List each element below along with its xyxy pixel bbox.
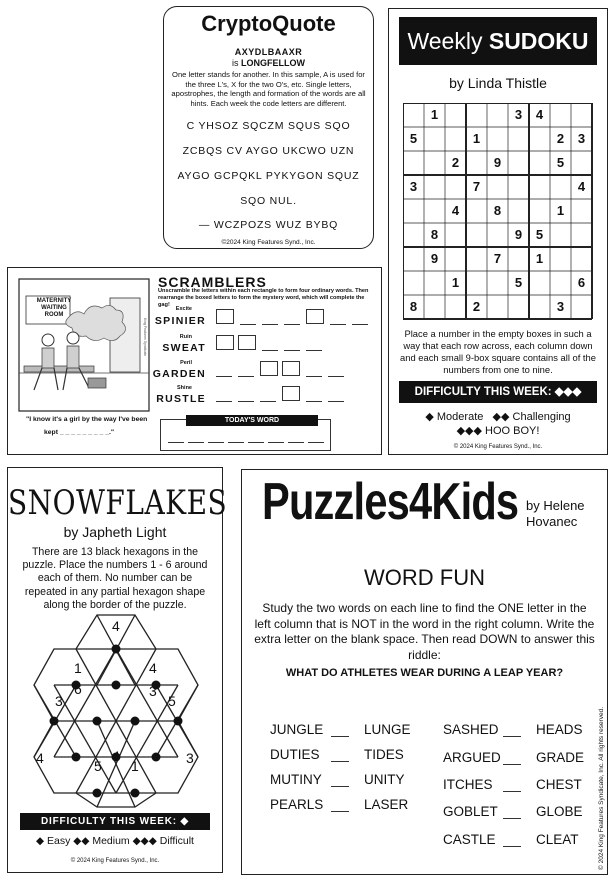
sudoku-cell[interactable] (445, 223, 466, 247)
sudoku-copyright: © 2024 King Features Synd., Inc. (453, 444, 543, 450)
scramblers-answer-slot[interactable] (328, 376, 344, 377)
sudoku-cell[interactable] (508, 127, 529, 151)
sudoku-cell[interactable] (466, 151, 487, 175)
word-pair-left: DUTIES (270, 747, 320, 762)
snowflake-number: 3 (149, 683, 157, 699)
sudoku-cell: 1 (472, 131, 481, 146)
puzzles4kids-title: Puzzles4Kids (262, 473, 519, 531)
snowflake-number: 4 (36, 750, 44, 766)
svg-text:King Features Syndicate: King Features Syndicate (143, 318, 147, 357)
sudoku-cell[interactable] (508, 247, 529, 271)
sudoku-cell: 8 (493, 203, 502, 218)
sudoku-cell[interactable] (445, 103, 466, 127)
sudoku-cell: 7 (472, 179, 481, 194)
word-pair-left: GOBLET (443, 804, 498, 819)
snowflake-number: 6 (74, 681, 82, 697)
scramblers-answer-slot[interactable] (216, 376, 232, 377)
scramblers-word: GARDEN (152, 368, 206, 380)
cryptoquote-line: ZCBQS CV AYGO UKCWO UZN (182, 145, 355, 157)
puzzles4kids-panel (241, 469, 608, 875)
sudoku-cell[interactable] (424, 127, 445, 151)
sudoku-cell[interactable] (445, 127, 466, 151)
snowflakes-instructions: There are 13 black hexagons in the puzzle. Place the numbers 1 - 6 around each of them. No number can be repeated in any partial hexagon shape along the border of the puzzle. (22, 546, 208, 611)
word-pair-right: HEADS (536, 722, 583, 737)
sudoku-cell: 5 (535, 227, 544, 242)
word-pair-left: SASHED (443, 722, 499, 737)
puzzles4kids-byline-2: Hovanec (526, 514, 578, 529)
sudoku-cell[interactable] (508, 295, 529, 319)
word-pair-left: PEARLS (270, 797, 324, 812)
snowflake-number: 5 (94, 758, 102, 774)
scramblers-caption: "I know it's a girl by the way I've been (26, 416, 148, 423)
cryptoquote-line: SQO NUL. (240, 195, 297, 207)
sudoku-cell[interactable] (529, 199, 550, 223)
sudoku-cell[interactable] (571, 295, 592, 319)
snowflake-number: 1 (74, 660, 82, 676)
sudoku-cell[interactable] (403, 103, 424, 127)
todays-word-slot[interactable] (308, 442, 324, 443)
sudoku-cell[interactable] (445, 247, 466, 271)
word-pair-left: CASTLE (443, 832, 496, 847)
sudoku-cell[interactable] (529, 151, 550, 175)
scramblers-instructions: Unscramble the letters within each rectangle to form four ordinary words. Then rearrange the boxed letters to form the mystery word, which will complete the gag! (158, 288, 369, 308)
sudoku-cell: 4 (451, 203, 460, 218)
scramblers-answer-slot[interactable] (330, 324, 346, 325)
sudoku-cell: 2 (472, 299, 481, 314)
snowflake-number: 3 (55, 693, 63, 709)
sudoku-cell: 8 (409, 299, 418, 314)
scramblers-answer-slot[interactable] (216, 401, 232, 402)
scramblers-answer-slot[interactable] (238, 401, 254, 402)
scramblers-word: SPINIER (154, 315, 206, 327)
sudoku-cell[interactable] (571, 223, 592, 247)
sudoku-cell: 3 (556, 299, 565, 314)
scramblers-hint: Excite (175, 306, 192, 312)
sudoku-instructions: Place a number in the empty boxes in such a way that each row across, each column down and each small 9-box square contains all of the numbers from one to nine. (400, 328, 596, 375)
sudoku-cell[interactable] (403, 271, 424, 295)
cryptoquote-panel (163, 6, 374, 249)
word-pair-right: GRADE (536, 750, 585, 765)
scramblers-answer-box[interactable] (216, 335, 234, 350)
word-pair-right: GLOBE (536, 804, 583, 819)
sudoku-cell[interactable] (529, 127, 550, 151)
word-pair-left: ITCHES (443, 777, 493, 792)
sudoku-cell: 7 (493, 251, 502, 266)
sudoku-cell[interactable] (550, 271, 571, 295)
sudoku-cell: 4 (577, 179, 586, 194)
sudoku-cell: 2 (451, 155, 460, 170)
sudoku-cell[interactable] (487, 103, 508, 127)
sudoku-cell[interactable] (508, 199, 529, 223)
sudoku-cell: 9 (514, 227, 523, 242)
sudoku-cell[interactable] (529, 295, 550, 319)
sudoku-cell[interactable] (487, 223, 508, 247)
cryptoquote-sample-is: is (231, 58, 239, 68)
sudoku-cell[interactable] (424, 271, 445, 295)
word-pair-blank[interactable] (503, 846, 521, 847)
snowflake-number: 1 (131, 758, 139, 774)
sudoku-cell[interactable] (445, 295, 466, 319)
sudoku-cell[interactable] (487, 127, 508, 151)
scramblers-answer-box[interactable] (260, 361, 278, 376)
puzzles4kids-copyright: © 2024 King Features Syndicate, Inc. All rights reserved. (598, 706, 605, 870)
snowflake-number: 4 (112, 748, 120, 764)
puzzles4kids-byline (526, 498, 585, 530)
sudoku-cell[interactable] (445, 175, 466, 199)
sudoku-cell[interactable] (571, 151, 592, 175)
scramblers-word: RUSTLE (156, 393, 206, 405)
snowflakes-difficulty: DIFFICULTY THIS WEEK: ◆ (20, 813, 210, 830)
sudoku-cell: 6 (577, 275, 586, 290)
sudoku-cell: 3 (577, 131, 586, 146)
scramblers-answer-slot[interactable] (240, 324, 256, 325)
todays-word-label: TODAY'S WORD (186, 415, 318, 426)
todays-word-slot[interactable] (288, 442, 304, 443)
word-pair-right: LASER (364, 797, 409, 812)
scramblers-caption-blank: kept _ _ _ _ _ _ _ _ _." (44, 429, 115, 436)
cartoon-sign-line: WAITING (41, 305, 67, 311)
sudoku-panel (388, 8, 608, 455)
word-pair-right: CHEST (536, 777, 582, 792)
sudoku-cell[interactable] (403, 151, 424, 175)
scramblers-word: SWEAT (162, 342, 206, 354)
sudoku-cell[interactable] (403, 199, 424, 223)
sudoku-cell[interactable] (508, 175, 529, 199)
cryptoquote-line: AYGO GCPQKL PYKYGON SQUZ (177, 170, 360, 182)
snowflake-number: 5 (168, 693, 176, 709)
scramblers-answer-box[interactable] (306, 309, 324, 324)
sudoku-cell: 1 (451, 275, 460, 290)
sudoku-cell[interactable] (529, 175, 550, 199)
sudoku-cell[interactable] (403, 247, 424, 271)
snowflake-number: 4 (149, 660, 157, 676)
sudoku-cell: 5 (409, 131, 418, 146)
sudoku-cell: 4 (535, 107, 544, 122)
todays-word-slot[interactable] (248, 442, 264, 443)
sudoku-cell[interactable] (424, 151, 445, 175)
cryptoquote-sample-word: LONGFELLOW (241, 58, 305, 68)
sudoku-cell[interactable] (466, 247, 487, 271)
sudoku-cell[interactable] (550, 103, 571, 127)
puzzles4kids-riddle: WHAT DO ATHLETES WEAR DURING A LEAP YEAR? (285, 667, 564, 679)
scramblers-answer-slot[interactable] (306, 350, 322, 351)
scramblers-answer-slot[interactable] (328, 401, 344, 402)
todays-word-slot[interactable] (208, 442, 224, 443)
word-pair-blank[interactable] (331, 761, 349, 762)
sudoku-grid (403, 103, 592, 319)
scramblers-answer-slot[interactable] (284, 324, 300, 325)
sudoku-difficulty: DIFFICULTY THIS WEEK: ◆◆◆ (399, 381, 597, 403)
snowflakes-title: SNOWFLAKES (8, 482, 228, 523)
scramblers-answer-slot[interactable] (262, 350, 278, 351)
sudoku-cell: 1 (535, 251, 544, 266)
snowflake-number: 3 (186, 750, 194, 766)
sudoku-cell[interactable] (487, 271, 508, 295)
word-pair-blank[interactable] (503, 818, 521, 819)
cryptoquote-author: — WCZPOZS WUZ BYBQ (198, 219, 339, 231)
sudoku-cell[interactable] (550, 175, 571, 199)
sudoku-cell[interactable] (571, 199, 592, 223)
sudoku-title-prefix: Weekly (407, 28, 483, 54)
sudoku-title-bold: SUDOKU (488, 28, 589, 54)
cryptoquote-instructions: One letter stands for another. In this sample, A is used for the three L's, X for the two O's, etc. Single letters, apostrophes, the length and formation of the words are all hints. Each week the code letters are different. (171, 70, 366, 108)
sudoku-level-hoo-boy: ◆◆◆ HOO BOY! (456, 425, 540, 437)
sudoku-cell: 8 (430, 227, 439, 242)
sudoku-cell[interactable] (571, 103, 592, 127)
sudoku-cell: 3 (409, 179, 418, 194)
word-pair-right: LUNGE (364, 722, 411, 737)
snowflake-number: 4 (112, 618, 120, 634)
sudoku-cell[interactable] (466, 223, 487, 247)
scramblers-answer-slot[interactable] (260, 401, 276, 402)
todays-word-slot[interactable] (188, 442, 204, 443)
scramblers-hint: Peril (180, 360, 192, 366)
cryptoquote-sample-answer (164, 58, 373, 68)
scramblers-answer-slot[interactable] (306, 401, 322, 402)
word-pair-left: MUTINY (270, 772, 322, 787)
word-pair-right: UNITY (364, 772, 405, 787)
word-pair-right: TIDES (364, 747, 404, 762)
scramblers-answer-slot[interactable] (262, 324, 278, 325)
sudoku-cell: 9 (493, 155, 502, 170)
sudoku-cell[interactable] (403, 223, 424, 247)
word-pair-blank[interactable] (331, 736, 349, 737)
word-pair-blank[interactable] (331, 811, 349, 812)
puzzles4kids-byline-1: by Helene (526, 498, 585, 513)
cartoon-sign (32, 298, 76, 319)
sudoku-cell[interactable] (571, 247, 592, 271)
cryptoquote-copyright: ©2024 King Features Synd., Inc. (221, 239, 316, 246)
sudoku-cell[interactable] (529, 271, 550, 295)
todays-word-slot[interactable] (228, 442, 244, 443)
sudoku-byline: by Linda Thistle (449, 75, 547, 91)
cartoon-sign-line: MATERNITY (36, 298, 72, 304)
scramblers-answer-slot[interactable] (284, 350, 300, 351)
sudoku-cell[interactable] (466, 271, 487, 295)
sudoku-cell[interactable] (550, 223, 571, 247)
sudoku-cell: 5 (514, 275, 523, 290)
scramblers-answer-box[interactable] (282, 361, 300, 376)
scramblers-hint: Ruin (179, 334, 192, 340)
cryptoquote-sample-code: AXYDLBAAXR (234, 47, 303, 57)
sudoku-cell[interactable] (487, 175, 508, 199)
word-pair-blank[interactable] (503, 736, 521, 737)
todays-word-slot[interactable] (268, 442, 284, 443)
snowflakes-panel (7, 467, 228, 873)
snowflakes-levels: ◆ Easy ◆◆ Medium ◆◆◆ Difficult (36, 835, 194, 847)
sudoku-cell: 9 (430, 251, 439, 266)
scramblers-answer-slot[interactable] (306, 376, 322, 377)
scramblers-answer-slot[interactable] (352, 324, 368, 325)
word-pair-blank[interactable] (503, 791, 521, 792)
sudoku-cell[interactable] (424, 295, 445, 319)
word-pair-left: JUNGLE (270, 722, 324, 737)
scramblers-title: SCRAMBLERS (158, 274, 267, 290)
sudoku-levels (389, 410, 607, 438)
sudoku-title (399, 17, 597, 65)
cryptoquote-line: C YHSOZ SQCZM SQUS SQO (186, 120, 351, 132)
sudoku-cell: 2 (556, 131, 565, 146)
sudoku-cell[interactable] (424, 199, 445, 223)
sudoku-cell[interactable] (487, 295, 508, 319)
scramblers-answer-box[interactable] (238, 335, 256, 350)
word-pair-left: ARGUED (443, 750, 501, 765)
sudoku-cell[interactable] (424, 175, 445, 199)
puzzles4kids-subtitle: WORD FUN (364, 565, 485, 590)
sudoku-cell[interactable] (466, 199, 487, 223)
todays-word-slot[interactable] (168, 442, 184, 443)
snowflakes-copyright: © 2024 King Features Synd., Inc. (70, 858, 160, 864)
scramblers-answer-box[interactable] (282, 386, 300, 401)
sudoku-cell: 3 (514, 107, 523, 122)
sudoku-cell: 1 (556, 203, 565, 218)
puzzles4kids-instructions: Study the two words on each line to find the ONE letter in the left column that is NOT in the word in the right column. Write the extra letter on the blank space. Then read DOWN to answer this riddle: (254, 601, 595, 662)
word-pair-right: CLEAT (536, 832, 579, 847)
sudoku-cell[interactable] (550, 247, 571, 271)
sudoku-cell[interactable] (508, 151, 529, 175)
cryptoquote-title: CryptoQuote (201, 11, 336, 36)
sudoku-cell: 5 (556, 155, 565, 170)
snowflakes-hex-grid (32, 611, 202, 811)
sudoku-level-moderate: ◆ Moderate (425, 411, 484, 423)
word-pair-blank[interactable] (331, 786, 349, 787)
sudoku-cell[interactable] (466, 103, 487, 127)
scramblers-hint: Shine (177, 385, 192, 391)
snowflakes-byline: by Japheth Light (63, 524, 167, 540)
cartoon-sign-line: ROOM (44, 312, 64, 318)
scramblers-panel (7, 267, 382, 455)
scramblers-answer-box[interactable] (216, 309, 234, 324)
sudoku-cell: 1 (430, 107, 439, 122)
scramblers-answer-slot[interactable] (238, 376, 254, 377)
word-pair-blank[interactable] (503, 764, 521, 765)
sudoku-level-challenging: ◆◆ Challenging (492, 411, 571, 423)
